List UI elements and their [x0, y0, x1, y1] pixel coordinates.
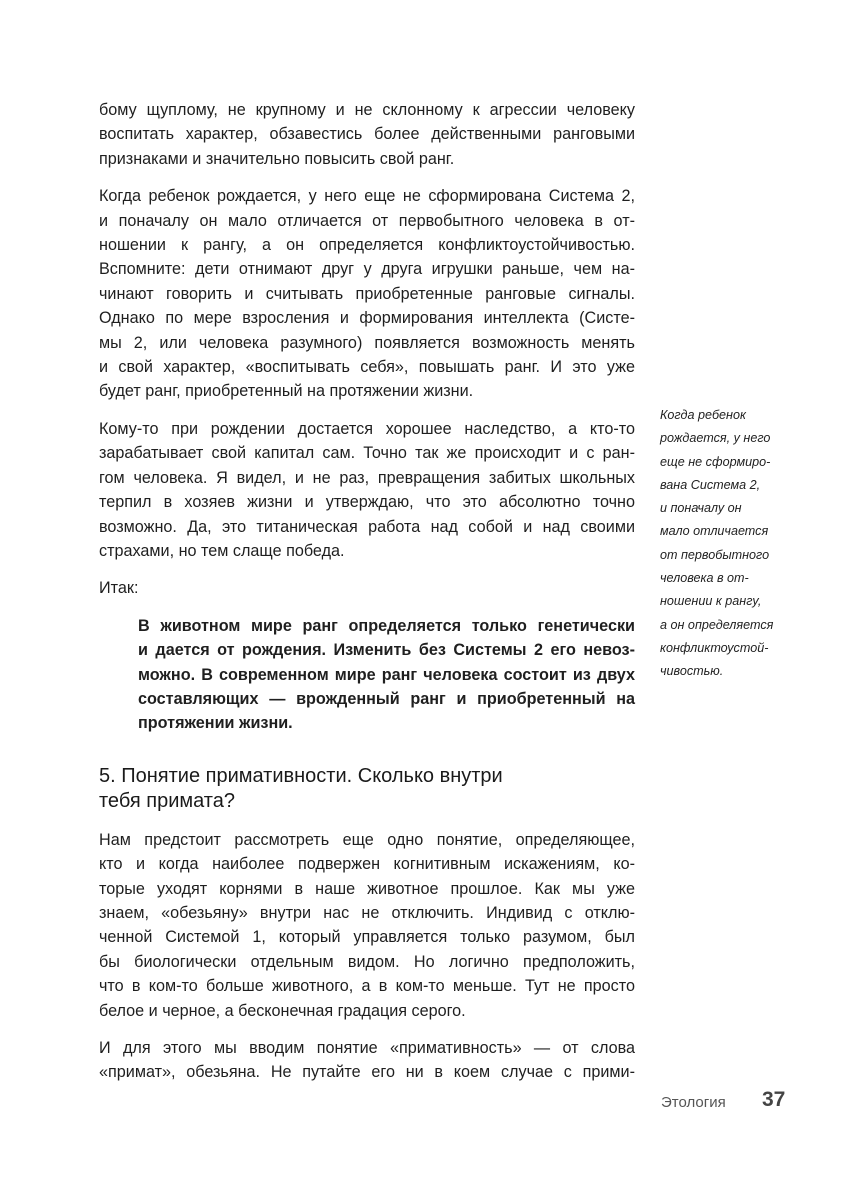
paragraph-2	[99, 184, 635, 404]
quote-line: можно. В современном мире ранг человека состоит из двух	[138, 665, 635, 684]
highlighted-quote	[138, 614, 635, 736]
text-line: зарабатывает свой капитал сам. Точно так же происходит и с ран-	[99, 444, 635, 463]
quote-line: составляющих — врожденный ранг и приобретенный на	[138, 689, 635, 708]
text-line: «примат», обезьяна. Не путайте его ни в коем случае с прими-	[99, 1063, 635, 1082]
note-line: еще не сформиро-	[660, 454, 771, 469]
text-line: торые уходят корнями в наше животное прошлое. Как мы уже	[99, 879, 635, 898]
text-line: мы 2, или человека разумного) появляется возможность менять	[99, 333, 635, 352]
main-column	[99, 98, 635, 1098]
text-line: Нам предстоит рассмотреть еще одно понятие, определяющее,	[99, 830, 635, 849]
text-line: страхами, но тем слаще победа.	[99, 541, 345, 560]
heading-line: тебя примата?	[99, 789, 235, 812]
text-line: что в ком-то больше животного, а в ком-то меньше. Тут не просто	[99, 977, 635, 996]
text-line: признаками и значительно повысить свой ранг.	[99, 149, 455, 168]
text-line: кто и когда наиболее подвержен когнитивным искажениям, ко-	[99, 855, 635, 874]
section-heading	[99, 764, 635, 814]
heading-line: 5. Понятие примативности. Сколько внутри	[99, 764, 503, 787]
note-line: чивостью.	[660, 664, 724, 679]
note-line: от первобытного	[660, 547, 770, 562]
text-line: воспитать характер, обзавестись более действенными ранговыми	[99, 125, 635, 144]
note-line: вана Система 2,	[660, 477, 761, 492]
note-line: ношении к рангу,	[660, 594, 762, 609]
text-line: терпил в хозяев жизни и утверждаю, что это абсолютно точно	[99, 493, 635, 512]
text-line: ношении к рангу, а он определяется конфликтоустойчивостью.	[99, 236, 635, 255]
paragraph-5	[99, 1036, 635, 1085]
running-footer-title: Этология	[661, 1094, 726, 1111]
text-line: и свой характер, «воспитывать себя», повышать ранг. И это уже	[99, 358, 635, 377]
text-line: бы биологически отдельным видом. Но логично предположить,	[99, 952, 635, 971]
text-line: Однако по мере взросления и формирования интеллекта (Систе-	[99, 309, 635, 328]
paragraph-3	[99, 417, 635, 563]
text-line: ченной Системой 1, который управляется только разумом, был	[99, 928, 635, 947]
text-line: белое и черное, а бесконечная градация серого.	[99, 1001, 466, 1020]
text-line: Кому-то при рождении достается хорошее наследство, а кто-то	[99, 419, 635, 438]
text-line: И для этого мы вводим понятие «примативность» — от слова	[99, 1039, 635, 1057]
quote-line: В животном мире ранг определяется только генетически	[138, 616, 635, 635]
text-line: Когда ребенок рождается, у него еще не сформирована Система 2,	[99, 187, 635, 206]
paragraph-1	[99, 98, 635, 171]
text-line: чинают говорить и считывать приобретенные ранговые сигналы.	[99, 284, 635, 303]
note-line: конфликтоустой-	[660, 640, 769, 655]
note-line: человека в от-	[660, 571, 749, 586]
text-line: бому щуплому, не крупному и не склонному к агрессии человеку	[99, 101, 635, 119]
text-line: возможно. Да, это титаническая работа над собой и над своими	[99, 517, 635, 536]
text-line: знаем, «обезьяну» внутри нас не отключить. Индивид с отклю-	[99, 903, 635, 922]
note-line: и поначалу он	[660, 501, 742, 516]
note-line: а он определяется	[660, 617, 774, 632]
quote-line: и дается от рождения. Изменить без Системы 2 его невоз-	[138, 641, 635, 660]
itak-label: Итак:	[99, 579, 139, 598]
page-number: 37	[762, 1088, 786, 1111]
text-line: и поначалу он мало отличается от первобытного человека в от-	[99, 211, 635, 230]
paragraph-4	[99, 828, 635, 1023]
margin-note	[660, 404, 795, 684]
text-line: гом человека. Я видел, и не раз, превращения забитых школьных	[99, 468, 635, 487]
note-line: мало отличается	[660, 524, 769, 539]
text-line: Вспомните: дети отнимают друг у друга игрушки раньше, чем на-	[99, 260, 635, 279]
quote-line: протяжении жизни.	[138, 714, 293, 733]
text-line: будет ранг, приобретенный на протяжении жизни.	[99, 382, 474, 401]
note-line: рождается, у него	[660, 431, 771, 446]
note-line: Когда ребенок	[660, 408, 746, 422]
